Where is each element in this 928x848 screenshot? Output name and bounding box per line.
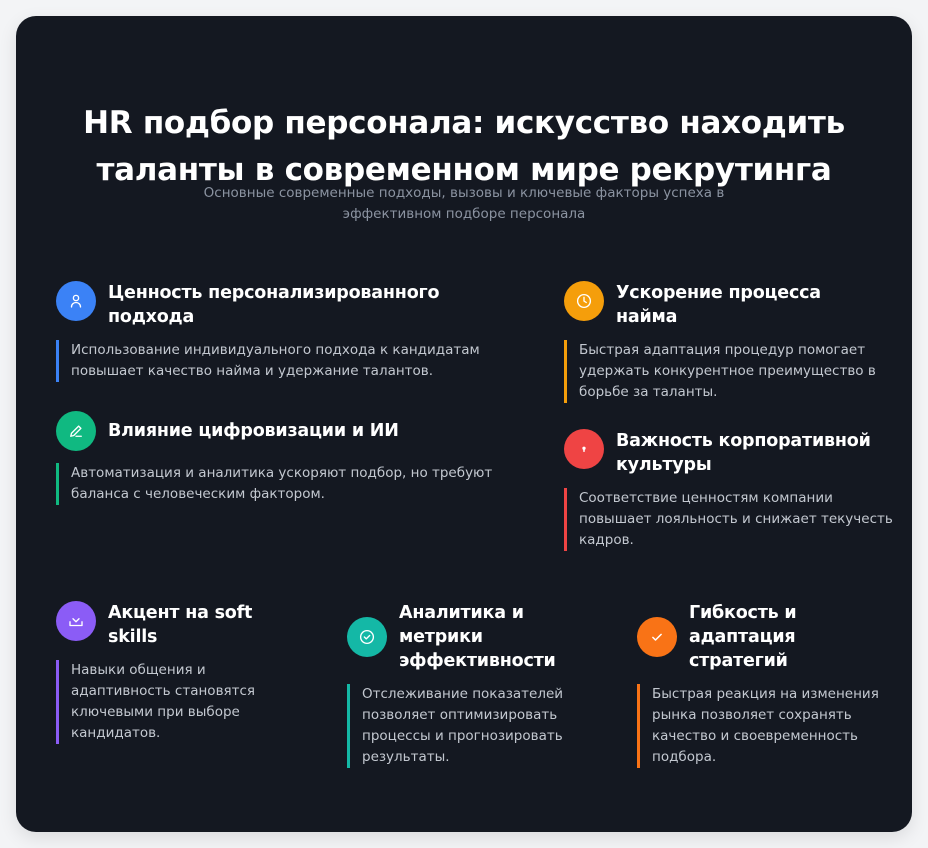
- desc-line: повышает качество найма и удержание талантов.: [71, 363, 434, 379]
- inbox-icon: [56, 601, 96, 641]
- desc-line: адаптивность становятся: [71, 683, 256, 699]
- subtitle-line: Основные современные подходы, вызовы и ключевые факторы успеха в: [203, 185, 725, 201]
- desc-line: качество и своевременность: [652, 728, 858, 744]
- desc-line: ключевыми при выборе: [71, 704, 240, 720]
- desc-line: кадров.: [579, 532, 634, 548]
- feature-soft-skills: [56, 601, 316, 744]
- feature-title-line: Ценность персонализированного: [108, 283, 440, 303]
- desc-line: Использование индивидуального подхода к кандидатам: [71, 342, 480, 358]
- feature-title-line: Гибкость и: [689, 603, 797, 623]
- title-line: таланты в современном мире рекрутинга: [96, 152, 832, 188]
- feature-title-line: культуры: [616, 455, 712, 475]
- feature-description: [564, 340, 884, 403]
- feature-description: [564, 488, 894, 551]
- feature-title: [689, 601, 796, 673]
- feature-flexibility: [637, 601, 897, 768]
- feature-personalized-approach: [56, 281, 480, 382]
- desc-line: удержать конкурентное преимущество в: [579, 363, 876, 379]
- title-line: HR подбор персонала: искусство находить: [83, 105, 845, 141]
- feature-title-line: Важность корпоративной: [616, 431, 871, 451]
- desc-line: Отслеживание показателей: [362, 686, 564, 702]
- feature-title-line: подхода: [108, 307, 195, 327]
- desc-line: подбора.: [652, 749, 717, 765]
- desc-line: Навыки общения и: [71, 662, 206, 678]
- feature-title-line: Влияние цифровизации и ИИ: [108, 421, 399, 441]
- feature-description: [56, 340, 480, 382]
- desc-line: Быстрая реакция на изменения: [652, 686, 879, 702]
- desc-line: рынка позволяет сохранять: [652, 707, 852, 723]
- subtitle-line: эффективном подборе персонала: [342, 206, 586, 222]
- feature-title-line: адаптация: [689, 627, 796, 647]
- page-subtitle: [16, 183, 912, 225]
- feature-title: [399, 601, 556, 673]
- feature-description: [56, 660, 316, 744]
- infographic-card: [16, 16, 912, 832]
- desc-line: Быстрая адаптация процедур помогает: [579, 342, 866, 358]
- feature-hiring-speed: [564, 281, 884, 403]
- desc-line: повышает лояльность и снижает текучесть: [579, 511, 893, 527]
- page-title: [16, 100, 912, 194]
- user-icon: [56, 281, 96, 321]
- desc-line: борьбе за таланты.: [579, 384, 718, 400]
- feature-title: [108, 419, 399, 443]
- feature-digitalization-ai: [56, 411, 496, 505]
- desc-line: результаты.: [362, 749, 450, 765]
- feature-title-line: Аналитика и: [399, 603, 524, 623]
- pin-icon: [564, 429, 604, 469]
- check-circle-icon: [347, 617, 387, 657]
- feature-title: [616, 281, 821, 329]
- clock-icon: [564, 281, 604, 321]
- check-icon: [637, 617, 677, 657]
- desc-line: кандидатов.: [71, 725, 161, 741]
- feature-title-line: найма: [616, 307, 678, 327]
- desc-line: Автоматизация и аналитика ускоряют подбор, но требуют: [71, 465, 493, 481]
- feature-title-line: Ускорение процесса: [616, 283, 821, 303]
- desc-line: процессы и прогнозировать: [362, 728, 563, 744]
- feature-title: [108, 281, 439, 329]
- feature-description: [637, 684, 897, 768]
- feature-title-line: метрики: [399, 627, 483, 647]
- pencil-icon: [56, 411, 96, 451]
- feature-description: [347, 684, 607, 768]
- desc-line: баланса с человеческим фактором.: [71, 486, 325, 502]
- feature-title-line: стратегий: [689, 651, 788, 671]
- feature-title: [108, 601, 252, 649]
- feature-description: [56, 463, 496, 505]
- feature-analytics-metrics: [347, 601, 607, 768]
- feature-corporate-culture: [564, 429, 894, 551]
- feature-title-line: Акцент на soft: [108, 603, 253, 623]
- desc-line: позволяет оптимизировать: [362, 707, 558, 723]
- feature-title: [616, 429, 871, 477]
- feature-title-line: эффективности: [399, 651, 556, 671]
- desc-line: Соответствие ценностям компании: [579, 490, 833, 506]
- feature-title-line: skills: [108, 627, 158, 647]
